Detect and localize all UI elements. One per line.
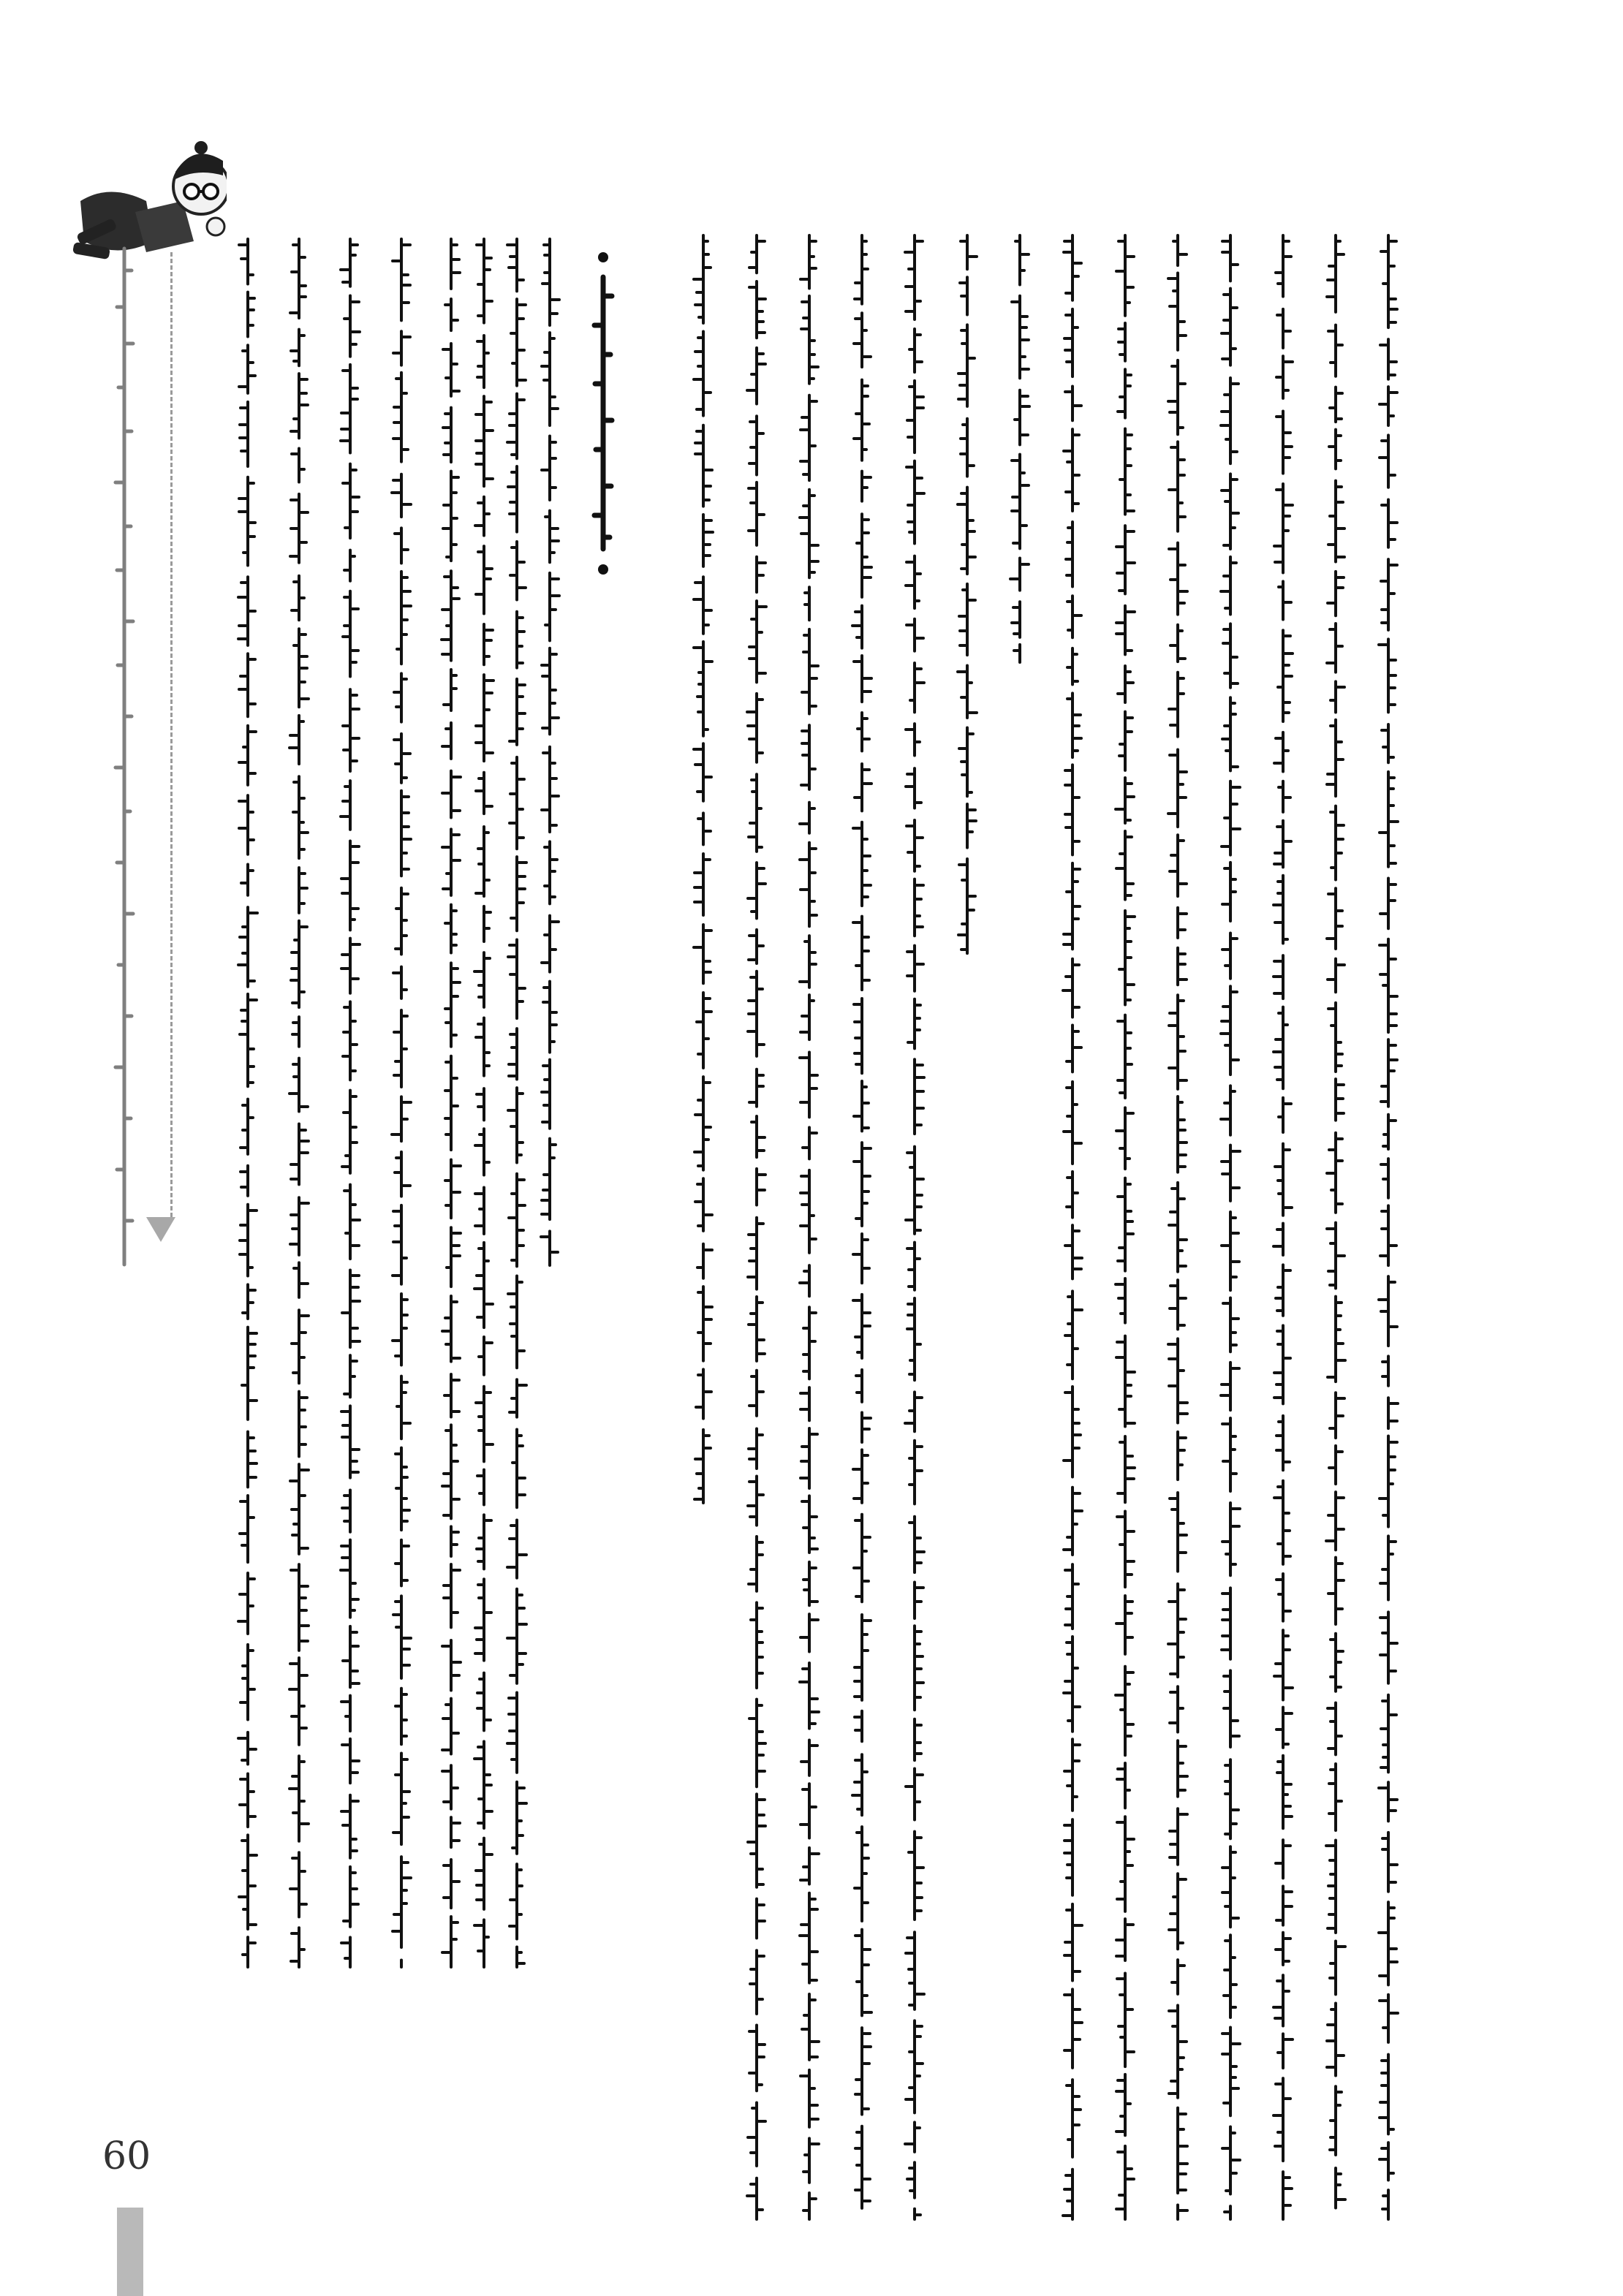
poem-column: [504, 238, 529, 1970]
poem-column: [235, 238, 260, 1970]
paragraph-column: [850, 234, 874, 2222]
paragraph-column: [1218, 234, 1243, 2222]
paragraph-column: [955, 234, 980, 965]
poem-column: [472, 238, 496, 1970]
page-edge-tab: [117, 2208, 143, 2296]
poem-column: [439, 238, 464, 1970]
paragraph-column: [744, 234, 769, 2222]
poem-column: [287, 238, 311, 1970]
paragraph-column: [1165, 234, 1190, 2222]
arrow-down-icon: [146, 1217, 175, 1242]
paragraph-column: [1113, 234, 1138, 2222]
paragraph-column: [1376, 234, 1401, 2222]
running-header-glyphs: [110, 241, 139, 1279]
poem-column: [389, 238, 414, 1970]
poem-column: [537, 238, 562, 1268]
section-heading: [591, 274, 616, 552]
mascot-boy-icon: [66, 132, 227, 278]
header-divider: [170, 252, 173, 1217]
paragraph-column: [1271, 234, 1295, 2222]
heading-bullet-bottom: [598, 564, 608, 575]
poem-column: [338, 238, 363, 1970]
paragraph-column: [1007, 234, 1032, 665]
paragraph-column: [691, 234, 716, 1506]
paragraph-column: [1323, 234, 1348, 2222]
page-number: 60: [102, 2134, 151, 2178]
paragraph-column: [902, 234, 927, 2222]
paragraph-column: [1060, 234, 1085, 2222]
heading-bullet-top: [598, 252, 608, 262]
paragraph-column: [797, 234, 822, 2222]
